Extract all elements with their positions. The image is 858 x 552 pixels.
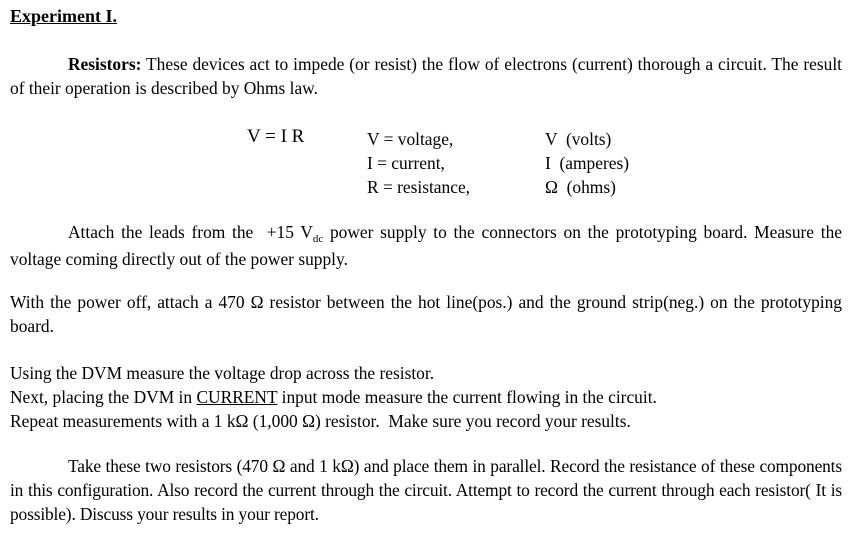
definition-voltage: V = voltage,: [367, 129, 454, 149]
definition-current: I = current,: [367, 153, 445, 173]
intro-paragraph: [10, 52, 842, 100]
supply-text-before: Attach the leads from the +15 V: [68, 222, 313, 242]
current-mode-label: CURRENT: [196, 387, 278, 407]
resistor-paragraph: With the power off, attach a 470 Ω resistor between the hot line(pos.) and the ground strip(neg.) on the prototyping board.: [10, 292, 842, 336]
dvm-line-3: Repeat measurements with a 1 kΩ (1,000 Ω) resistor. Make sure you record your results.: [10, 411, 631, 431]
ohms-law-equation: V = I R: [247, 126, 305, 147]
supply-text-after: power supply to the connectors on the prototyping board. Measure the voltage coming directly out of the power supply.: [10, 222, 842, 269]
unit-volts: V (volts): [545, 129, 612, 149]
dvm-line-1: Using the DVM measure the voltage drop across the resistor.: [10, 363, 435, 383]
unit-amperes: I (amperes): [545, 153, 630, 173]
parallel-paragraph: Take these two resistors (470 Ω and 1 kΩ) and place them in parallel. Record the resistance of these components in this configuration. Also record the current through the circuit. Attempt to record the current through each resistor( It is possible). Discuss your results in your report.: [10, 456, 842, 524]
intro-term: Resistors:: [68, 54, 142, 74]
dvm-line-2-before: Next, placing the DVM in: [10, 387, 197, 407]
experiment-title: Experiment I.: [10, 6, 117, 26]
intro-text: These devices act to impede (or resist) the flow of electrons (current) thorough a circuit. The result of their operation is described by Ohms law.: [10, 54, 842, 98]
unit-ohms: Ω (ohms): [545, 177, 616, 197]
power-supply-paragraph: [10, 220, 842, 271]
dvm-line-2: [10, 385, 842, 409]
definition-resistance: R = resistance,: [367, 177, 471, 197]
dc-subscript: dc: [312, 233, 324, 245]
dvm-line-2-after: input mode measure the current flowing in the circuit.: [277, 387, 657, 407]
dvm-paragraph: [10, 361, 842, 433]
